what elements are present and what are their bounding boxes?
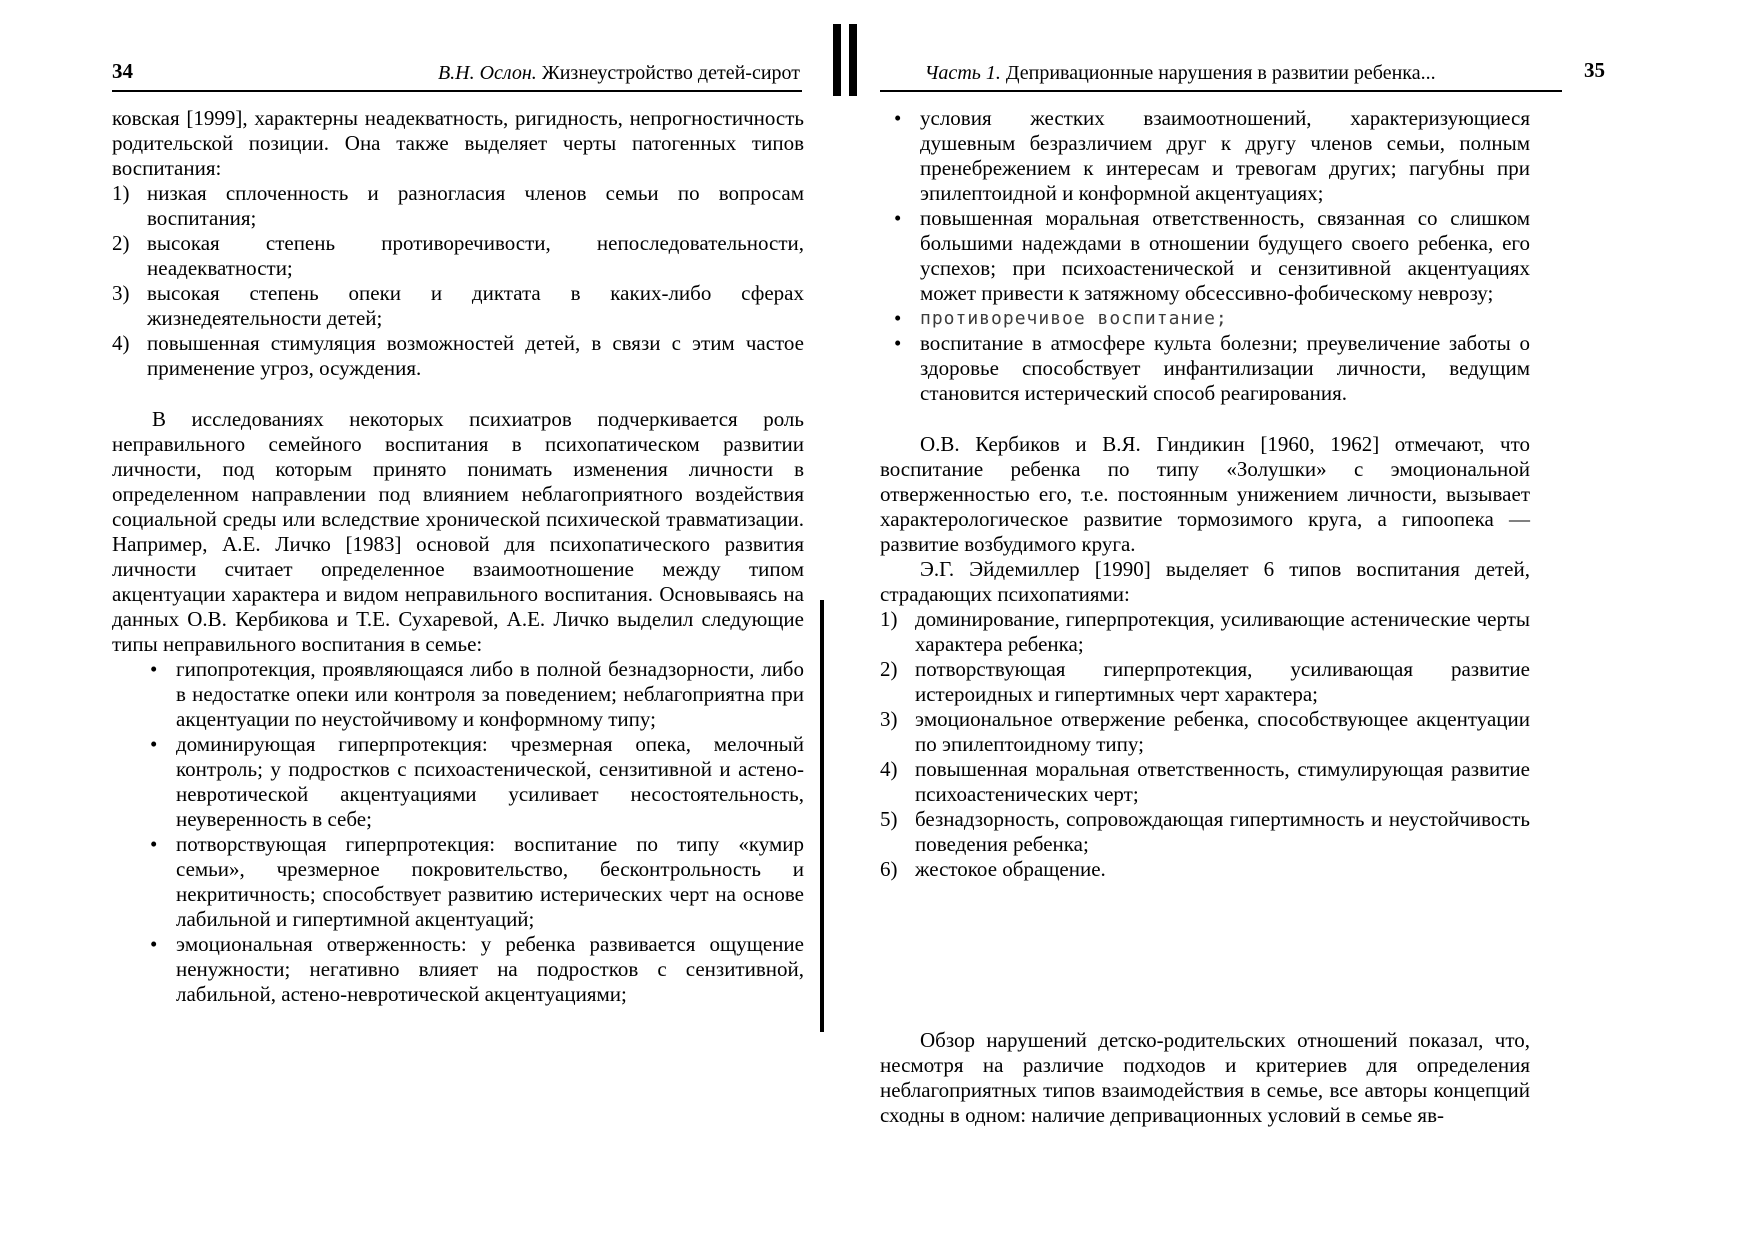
numbered-list-item [112, 181, 804, 231]
bullet-list-item [112, 932, 804, 1007]
left-header-book-title: Жизнеустройство детей-сирот [536, 62, 800, 84]
bullet-icon: • [150, 657, 158, 681]
upbringing-types-bullets [112, 657, 804, 1007]
list-item-text: повышенная моральная ответственность, стимулирующая развитие психоастенических черт; [915, 757, 1530, 806]
left-running-title [438, 62, 800, 85]
right-page-header [880, 54, 1562, 92]
bullet-list-item [880, 331, 1530, 406]
right-page-number: 35 [1584, 58, 1605, 82]
numbered-list-item [880, 857, 1530, 882]
numbered-list-item [880, 757, 1530, 807]
numbered-list-item [112, 331, 804, 381]
list-item-text: низкая сплоченность и разногласия членов семьи по вопросам воспитания; [147, 181, 804, 230]
list-item-text: высокая степень опеки и диктата в каких-либо сферах жизнедеятельности детей; [147, 281, 804, 330]
bullet-list-item [880, 106, 1530, 206]
bullet-icon: • [894, 306, 902, 330]
list-item-number: 4) [112, 331, 130, 355]
list-item-text: высокая степень противоречивости, непоследовательности, неадекватности; [147, 231, 804, 280]
right-header-chapter-title: Депривационные нарушения в развитии ребенка... [1000, 62, 1436, 84]
bullet-list-item [880, 206, 1530, 306]
numbered-list-item [112, 231, 804, 281]
left-page-number: 34 [112, 59, 133, 83]
bullet-icon: • [894, 206, 902, 230]
list-item-text: доминирование, гиперпротекция, усиливающие астенические черты характера ребенка; [915, 607, 1530, 656]
bullet-list-item [112, 832, 804, 932]
left-header-author: В.Н. Ослон. [437, 62, 537, 84]
numbered-list-item [880, 707, 1530, 757]
patogen-types-list [112, 181, 804, 381]
list-item-number: 3) [880, 707, 898, 731]
intro-paragraph: ковская [1999], характерны неадекватность, ригидность, непрогностичность родительской позиции. Она также выделяет черты патогенных типов воспитания: [112, 106, 804, 180]
bullet-icon: • [894, 331, 902, 355]
bullet-text: повышенная моральная ответственность, связанная со слишком большими надеждами в отношении будущего своего ребенка, его успехов; при психоастенической и сензитивной акцентуациях может привести к затяжному обсессивно-фобическому неврозу; [920, 206, 1530, 305]
lichko-paragraph: В исследованиях некоторых психиатров подчеркивается роль неправильного семейного воспитания в психопатическом развитии личности, под которым принято понимать изменения личности в определенном направлении под влиянием неблагоприятного воздействия социальной среды или вследствие хронической психической травматизации. Например, А.Е. Личко [1983] основой для психопатического развития личности считает определенное взаимоотношение между типом акцентуации характера и видом неправильного воспитания. Основываясь на данных О.В. Кербикова и Т.Е. Сухаревой, А.Е. Личко выделил следующие типы неправильного воспитания в семье: [112, 407, 804, 656]
bullet-icon: • [150, 732, 158, 756]
left-page-header [112, 54, 802, 92]
bullet-list-item [112, 657, 804, 732]
right-header-part: Часть 1. [924, 62, 1001, 84]
list-item-text: безнадзорность, сопровождающая гипертимность и неустойчивость поведения ребенка; [915, 807, 1530, 856]
list-item-number: 2) [112, 231, 130, 255]
upbringing-types-bullets-continued [880, 106, 1530, 406]
eidemiller-paragraph: Э.Г. Эйдемиллер [1990] выделяет 6 типов воспитания детей, страдающих психопатиями: [880, 557, 1530, 606]
bullet-icon: • [894, 106, 902, 130]
numbered-list-item [112, 281, 804, 331]
list-item-text: потворствующая гиперпротекция, усиливающая развитие истероидных и гипертимных черт характера; [915, 657, 1530, 706]
page-spine-line [820, 600, 824, 1032]
list-item-number: 1) [112, 181, 130, 205]
bullet-icon: • [150, 832, 158, 856]
list-item-number: 1) [880, 607, 898, 631]
eidemiller-types-list [880, 607, 1530, 882]
bullet-text: доминирующая гиперпротекция: чрезмерная опека, мелочный контроль; у подростков с психоастенической, сензитивной и астено-невротической акцентуациями усиливает несостоятельность, неуверенность в себе; [176, 732, 804, 831]
left-page-body [112, 106, 804, 1007]
bullet-text: противоречивое воспитание; [920, 308, 1228, 329]
bullet-list-item [880, 306, 1530, 331]
list-item-text: эмоциональное отвержение ребенка, способствующее акцентуации по эпилептоидному типу; [915, 707, 1530, 756]
bullet-text: условия жестких взаимоотношений, характеризующиеся душевным безразличием друг к другу членов семьи, полным пренебрежением к интересам и тревогам других; пагубны при эпилептоидной и конформной акцентуациях; [920, 106, 1530, 205]
numbered-list-item [880, 657, 1530, 707]
list-item-number: 4) [880, 757, 898, 781]
summary-paragraph: Обзор нарушений детско-родительских отношений показал, что, несмотря на различие подходов и критериев для определения неблагоприятных типов взаимодействия в семье, все авторы концепций сходны в одном: наличие депривационных условий в семье яв- [880, 1028, 1530, 1127]
bullet-text: воспитание в атмосфере культа болезни; преувеличение заботы о здоровье способствует инфантилизации личности, ведущим становится истерический способ реагирования. [920, 331, 1530, 405]
numbered-list-item [880, 607, 1530, 657]
list-item-number: 3) [112, 281, 130, 305]
bullet-text: эмоциональная отверженность: у ребенка развивается ощущение ненужности; негативно влияет на подростков с сензитивной, лабильной, астено-невротической акцентуациями; [176, 932, 804, 1006]
right-page-body [880, 106, 1530, 1128]
list-item-text: повышенная стимуляция возможностей детей, в связи с этим частое применение угроз, осуждения. [147, 331, 804, 380]
list-item-number: 6) [880, 857, 898, 881]
bullet-icon: • [150, 932, 158, 956]
bullet-list-item [112, 732, 804, 832]
list-item-number: 5) [880, 807, 898, 831]
list-item-number: 2) [880, 657, 898, 681]
bullet-text: потворствующая гиперпротекция: воспитание по типу «кумир семьи», чрезмерное покровительство, бесконтрольность и некритичность; способствует развитию истерических черт на основе лабильной и гипертимной акцентуаций; [176, 832, 804, 931]
kerbikov-paragraph: О.В. Кербиков и В.Я. Гиндикин [1960, 1962] отмечают, что воспитание ребенка по типу «Золушки» с эмоциональной отверженностью его, т.е. постоянным унижением личности, вызывает характерологическое развитие тормозимого круга, а гипоопека — развитие возбудимого круга. [880, 432, 1530, 556]
bullet-text: гипопротекция, проявляющаяся либо в полной безнадзорности, либо в недостатке опеки или контроля за поведением; неблагоприятна при акцентуации по неустойчивому и конформному типу; [176, 657, 804, 731]
right-running-title [925, 62, 1436, 85]
list-item-text: жестокое обращение. [915, 857, 1106, 881]
numbered-list-item [880, 807, 1530, 857]
double-bar-mark [833, 24, 857, 96]
